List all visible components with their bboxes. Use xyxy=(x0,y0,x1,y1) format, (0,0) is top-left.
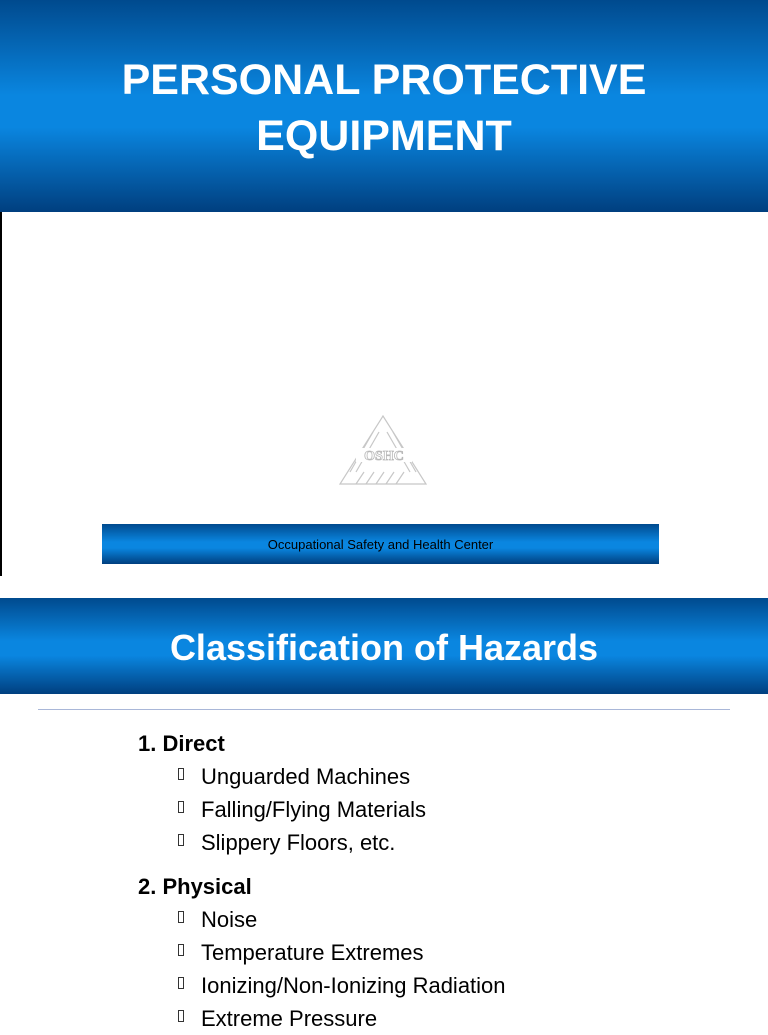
list-item xyxy=(176,793,426,826)
list-item xyxy=(176,760,426,793)
title-banner xyxy=(0,0,768,212)
list-item-text: Ionizing/Non-Ionizing Radiation xyxy=(201,973,506,998)
left-border-line xyxy=(0,212,2,576)
slide-title: PERSONAL PROTECTIVE EQUIPMENT xyxy=(121,56,647,160)
list-item-text: Noise xyxy=(201,907,258,932)
list-item xyxy=(176,826,426,859)
hazards-slide xyxy=(0,598,768,1031)
list-item-text: Unguarded Machines xyxy=(201,764,411,789)
group-heading: 1. Direct xyxy=(138,731,225,756)
bullet-icon xyxy=(178,1010,184,1022)
list-item-text: Temperature Extremes xyxy=(201,940,424,965)
hazard-group-direct xyxy=(138,730,426,859)
bullet-icon xyxy=(178,801,184,813)
bullet-list xyxy=(138,760,426,859)
footer-bar xyxy=(102,524,659,564)
divider-line xyxy=(38,709,730,710)
slide-title-2: Classification of Hazards xyxy=(169,627,599,668)
title-banner-2 xyxy=(0,598,768,694)
bullet-icon xyxy=(178,944,184,956)
logo-text: OSHC xyxy=(364,449,404,464)
list-item-text: Falling/Flying Materials xyxy=(201,797,426,822)
oshc-logo-icon xyxy=(336,412,430,488)
bullet-icon xyxy=(178,911,184,923)
bullet-icon xyxy=(178,768,184,780)
bullet-list xyxy=(138,903,506,1035)
list-item xyxy=(176,1002,506,1035)
list-item xyxy=(176,903,506,936)
list-item xyxy=(176,969,506,1002)
group-heading: 2. Physical xyxy=(138,874,252,899)
list-item xyxy=(176,936,506,969)
bullet-icon xyxy=(178,977,184,989)
footer-text: Occupational Safety and Health Center xyxy=(267,536,494,552)
list-item-text: Slippery Floors, etc. xyxy=(201,830,396,855)
bullet-icon xyxy=(178,834,184,846)
slide-gap xyxy=(0,576,768,598)
list-item-text: Extreme Pressure xyxy=(201,1006,378,1031)
hazard-group-physical xyxy=(138,873,506,1035)
